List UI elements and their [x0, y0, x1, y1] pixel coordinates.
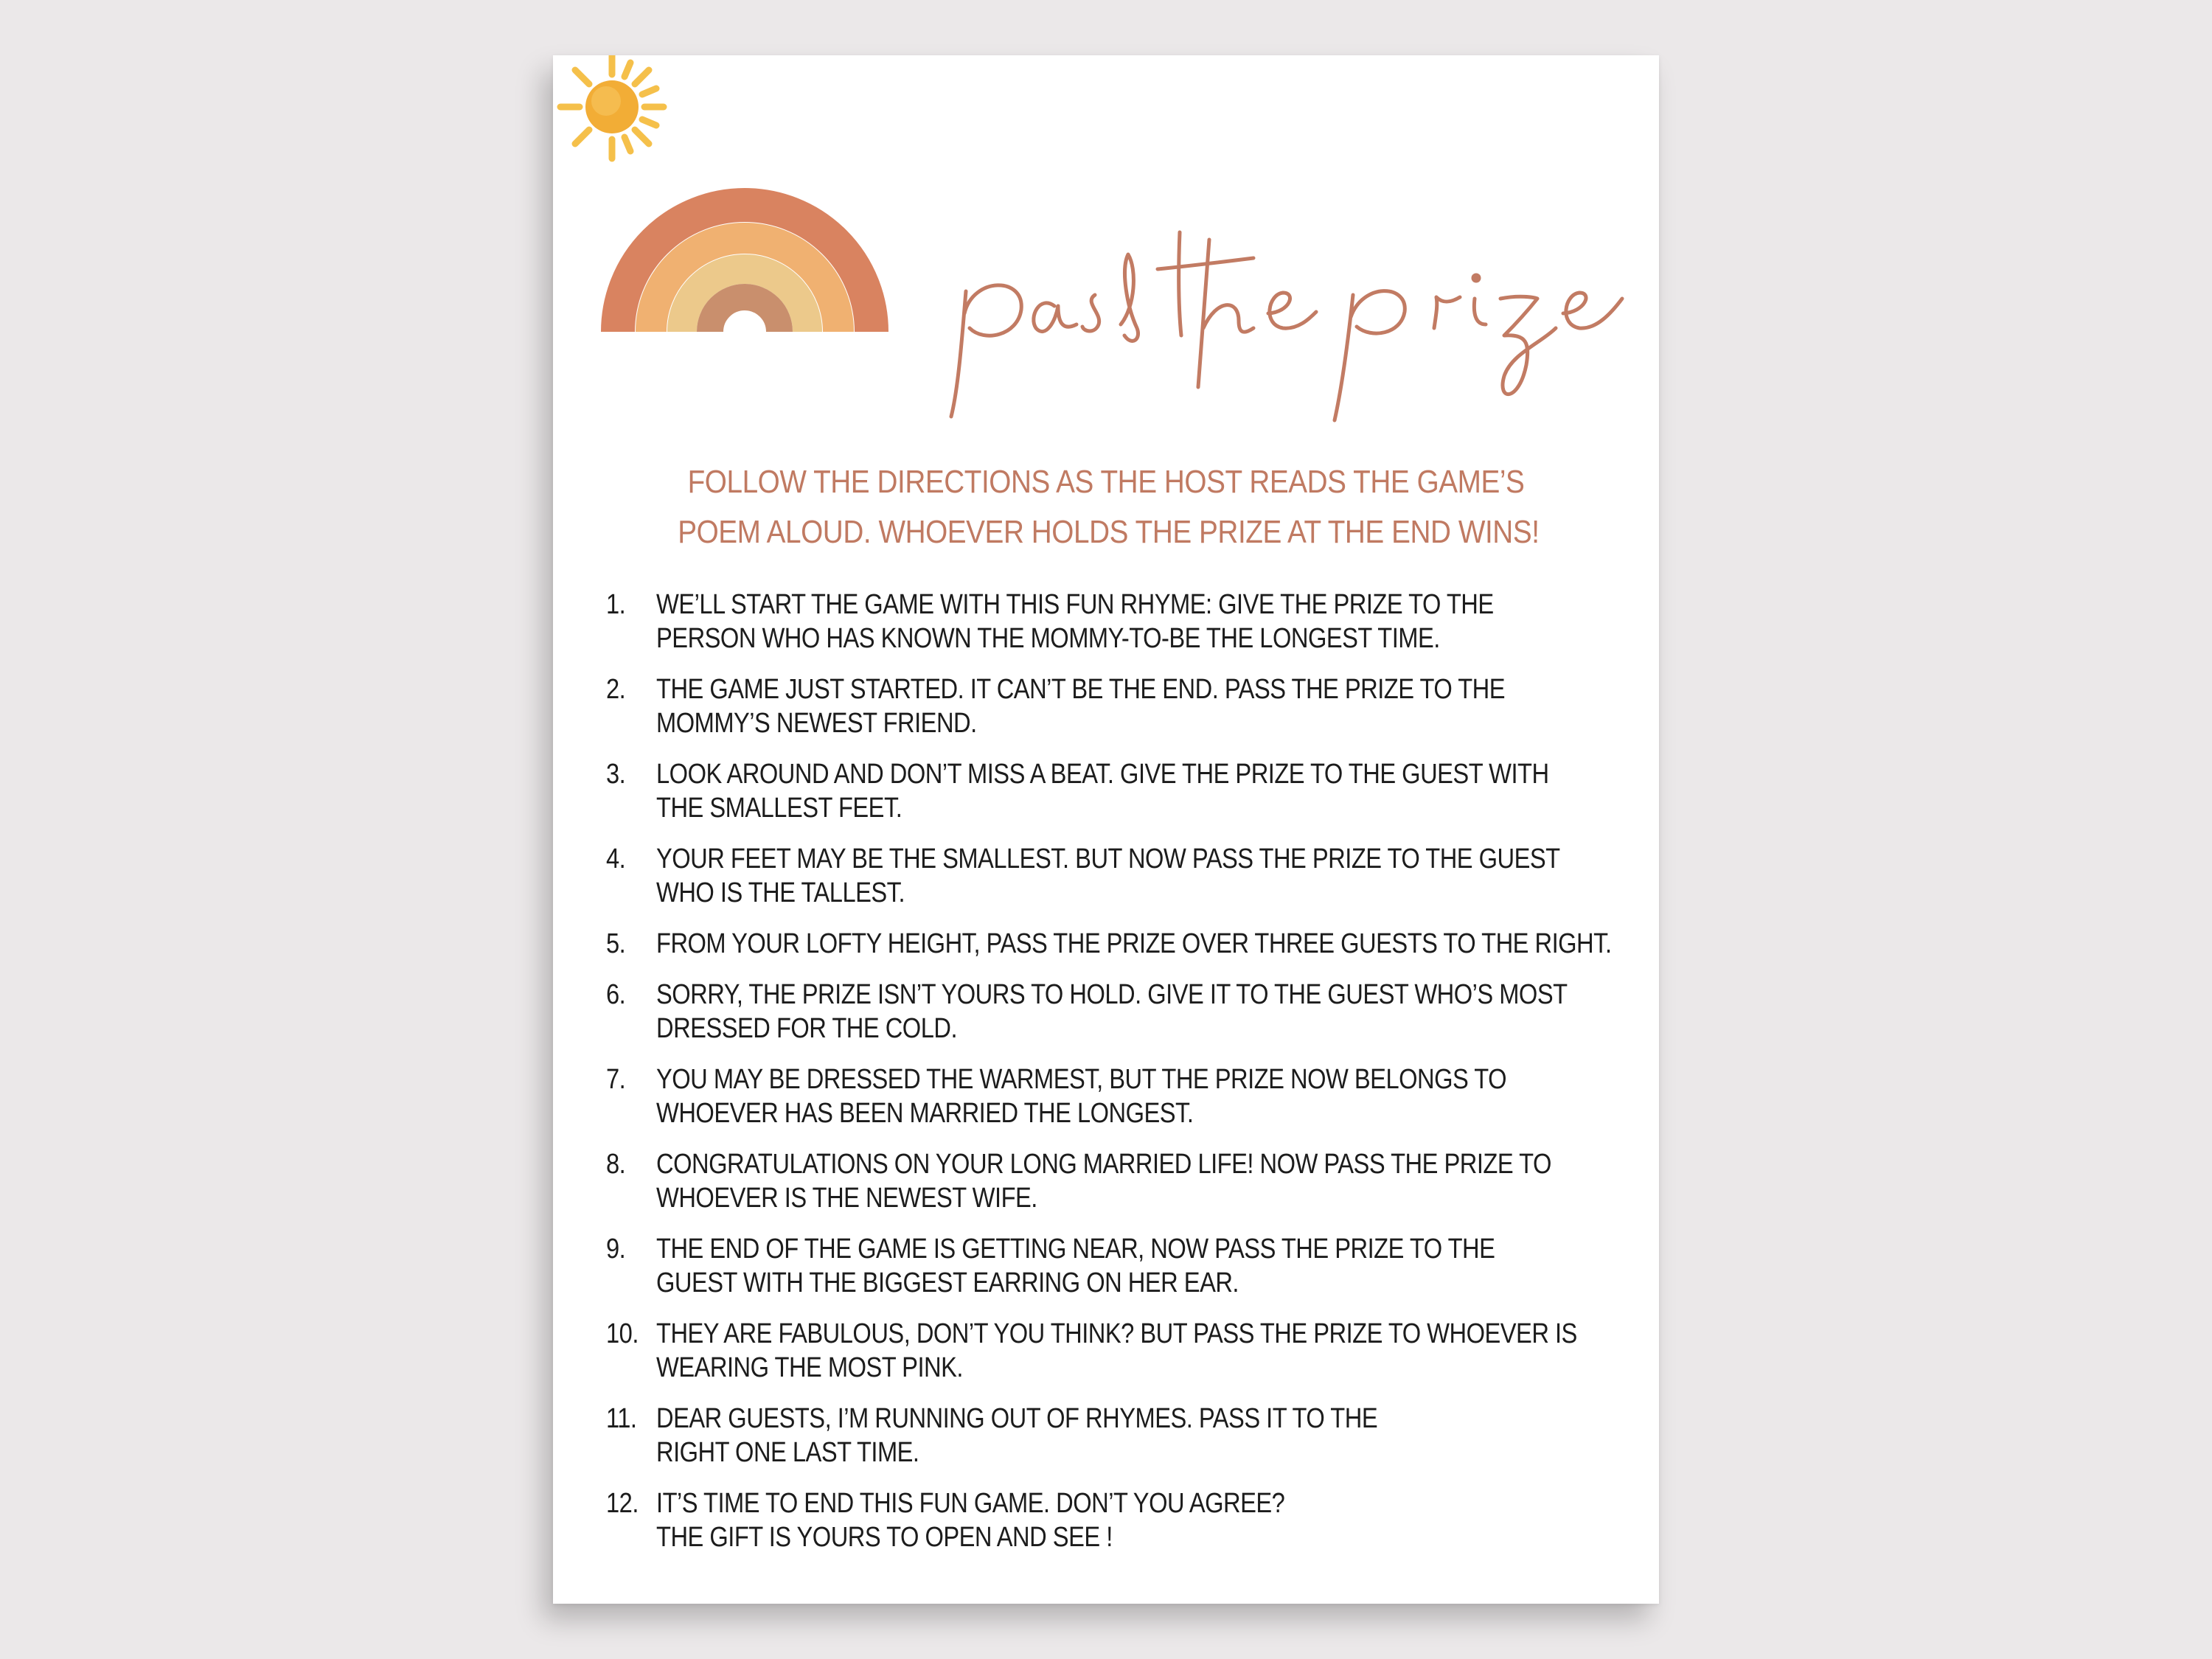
- rule-line: THEY ARE FABULOUS, DON’T YOU THINK? BUT PASS THE PRIZE TO WHOEVER IS: [656, 1318, 1577, 1349]
- rule-text: [656, 1317, 1577, 1385]
- intro-line-2: POEM ALOUD. WHOEVER HOLDS THE PRIZE AT THE END WINS!: [678, 514, 1540, 550]
- rule-line: THE GIFT IS YOURS TO OPEN AND SEE !: [656, 1522, 1113, 1553]
- rule-line: IT’S TIME TO END THIS FUN GAME. DON’T YOU AGREE?: [656, 1488, 1285, 1519]
- rule-line: FROM YOUR LOFTY HEIGHT, PASS THE PRIZE OVER THREE GUESTS TO THE RIGHT.: [656, 928, 1612, 959]
- title-script-art: [944, 225, 1630, 431]
- rule-number: 1.: [606, 589, 626, 620]
- rule-line: THE SMALLEST FEET.: [656, 793, 902, 824]
- rule-line: GUEST WITH THE BIGGEST EARRING ON HER EAR.: [656, 1267, 1239, 1298]
- rule-text: [656, 978, 1568, 1046]
- list-item: [606, 1317, 1638, 1385]
- list-item: [606, 1062, 1638, 1130]
- rule-line: WEARING THE MOST PINK.: [656, 1352, 963, 1383]
- rule-line: WHO IS THE TALLEST.: [656, 877, 905, 908]
- rule-line: MOMMY’S NEWEST FRIEND.: [656, 708, 977, 739]
- rules-list: [606, 588, 1638, 1571]
- list-item: [606, 978, 1638, 1046]
- list-item: [606, 842, 1638, 910]
- rule-number: 2.: [606, 674, 626, 705]
- list-item: [606, 588, 1638, 655]
- list-item: [606, 672, 1638, 740]
- rule-text: [656, 757, 1549, 825]
- rule-number: 4.: [606, 844, 626, 874]
- rule-line: PERSON WHO HAS KNOWN THE MOMMY-TO-BE THE LONGEST TIME.: [656, 623, 1440, 654]
- rule-line: WE’LL START THE GAME WITH THIS FUN RHYME: GIVE THE PRIZE TO THE: [656, 589, 1494, 620]
- rule-number: 11.: [606, 1403, 637, 1434]
- rule-number: 3.: [606, 759, 626, 790]
- rule-line: THE GAME JUST STARTED. IT CAN’T BE THE END. PASS THE PRIZE TO THE: [656, 674, 1506, 705]
- sun-icon: [560, 55, 664, 159]
- rule-number: 10.: [606, 1318, 639, 1349]
- rule-text: [656, 927, 1612, 961]
- rule-number: 9.: [606, 1234, 626, 1265]
- list-item: [606, 1147, 1638, 1215]
- rule-line: THE END OF THE GAME IS GETTING NEAR, NOW PASS THE PRIZE TO THE: [656, 1234, 1495, 1265]
- rule-line: DRESSED FOR THE COLD.: [656, 1013, 958, 1044]
- rule-number: 8.: [606, 1149, 626, 1180]
- rule-line: SORRY, THE PRIZE ISN’T YOURS TO HOLD. GIVE IT TO THE GUEST WHO’S MOST: [656, 979, 1568, 1010]
- rule-line: LOOK AROUND AND DON’T MISS A BEAT. GIVE THE PRIZE TO THE GUEST WITH: [656, 759, 1549, 790]
- list-item: [606, 1232, 1638, 1300]
- intro-line-1: FOLLOW THE DIRECTIONS AS THE HOST READS THE GAME’S: [687, 464, 1525, 500]
- rule-text: [656, 1062, 1506, 1130]
- rule-line: CONGRATULATIONS ON YOUR LONG MARRIED LIFE! NOW PASS THE PRIZE TO: [656, 1149, 1551, 1180]
- rule-line: RIGHT ONE LAST TIME.: [656, 1437, 919, 1468]
- rule-number: 7.: [606, 1064, 626, 1095]
- rule-number: 12.: [606, 1488, 639, 1519]
- intro-instructions: [678, 457, 1540, 557]
- game-card: [553, 55, 1659, 1604]
- rule-text: [656, 1147, 1551, 1215]
- rule-line: WHOEVER IS THE NEWEST WIFE.: [656, 1183, 1037, 1214]
- rule-line: DEAR GUESTS, I’M RUNNING OUT OF RHYMES. PASS IT TO THE: [656, 1403, 1378, 1434]
- list-item: [606, 1402, 1638, 1470]
- list-item: [606, 757, 1638, 825]
- rule-text: [656, 1486, 1501, 1554]
- rule-line: YOU MAY BE DRESSED THE WARMEST, BUT THE PRIZE NOW BELONGS TO: [656, 1064, 1507, 1095]
- rule-line: YOUR FEET MAY BE THE SMALLEST. BUT NOW PASS THE PRIZE TO THE GUEST: [656, 844, 1560, 874]
- list-item: [606, 1486, 1638, 1554]
- rule-text: [656, 588, 1501, 655]
- rule-text: [656, 1232, 1501, 1300]
- rule-number: 5.: [606, 928, 626, 959]
- list-item: [606, 927, 1638, 961]
- rule-text: [656, 672, 1505, 740]
- rule-text: [656, 1402, 1501, 1470]
- rule-line: WHOEVER HAS BEEN MARRIED THE LONGEST.: [656, 1098, 1194, 1129]
- rule-number: 6.: [606, 979, 626, 1010]
- rule-text: [656, 842, 1560, 910]
- rainbow-icon: [618, 205, 872, 332]
